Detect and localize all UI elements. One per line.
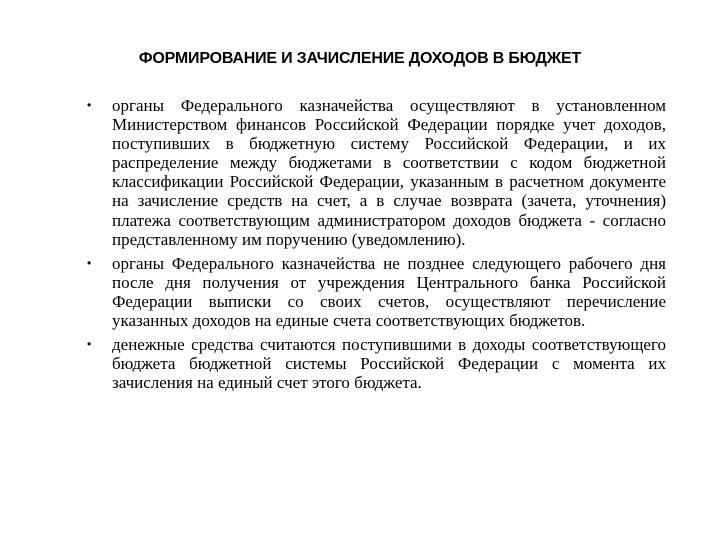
bullet-text: денежные средства считаются поступившими в доходы соответствующего бюджета бюджетной системы Российской Федерации с момента их зачисления на единый счет этого бюджета.: [112, 335, 666, 393]
list-item: [80, 96, 666, 249]
bullet-marker: •: [87, 337, 92, 352]
list-item: [80, 335, 666, 392]
bullet-marker: •: [87, 98, 92, 112]
bullet-list: [80, 96, 666, 397]
bullet-marker: •: [87, 255, 92, 270]
bullet-text: органы Федерального казначейства осуществляют в установленном Министерством финансов Российской Федерации порядке учет доходов, поступивших в бюджетную систему Российской Федерации, и их распределение между бюджетами в соответствии с кодом бюджетной классификации Российской Федерации, указанным в расчетном документе на зачисление средств на счет, а в случае возврата (зачета, уточнения) платежа соответствующим администратором доходов бюджета - согласно представленному им поручению (уведомлению).: [112, 96, 666, 249]
slide-title: ФОРМИРОВАНИЕ И ЗАЧИСЛЕНИЕ ДОХОДОВ В БЮДЖЕТ: [138, 50, 582, 67]
bullet-text: органы Федерального казначейства не позднее следующего рабочего дня после дня получения от учреждения Центрального банка Российской Федерации выписки со своих счетов, осуществляют перечисление указанных доходов на единые счета соответствующих бюджетов.: [112, 253, 666, 331]
list-item: [80, 254, 666, 330]
